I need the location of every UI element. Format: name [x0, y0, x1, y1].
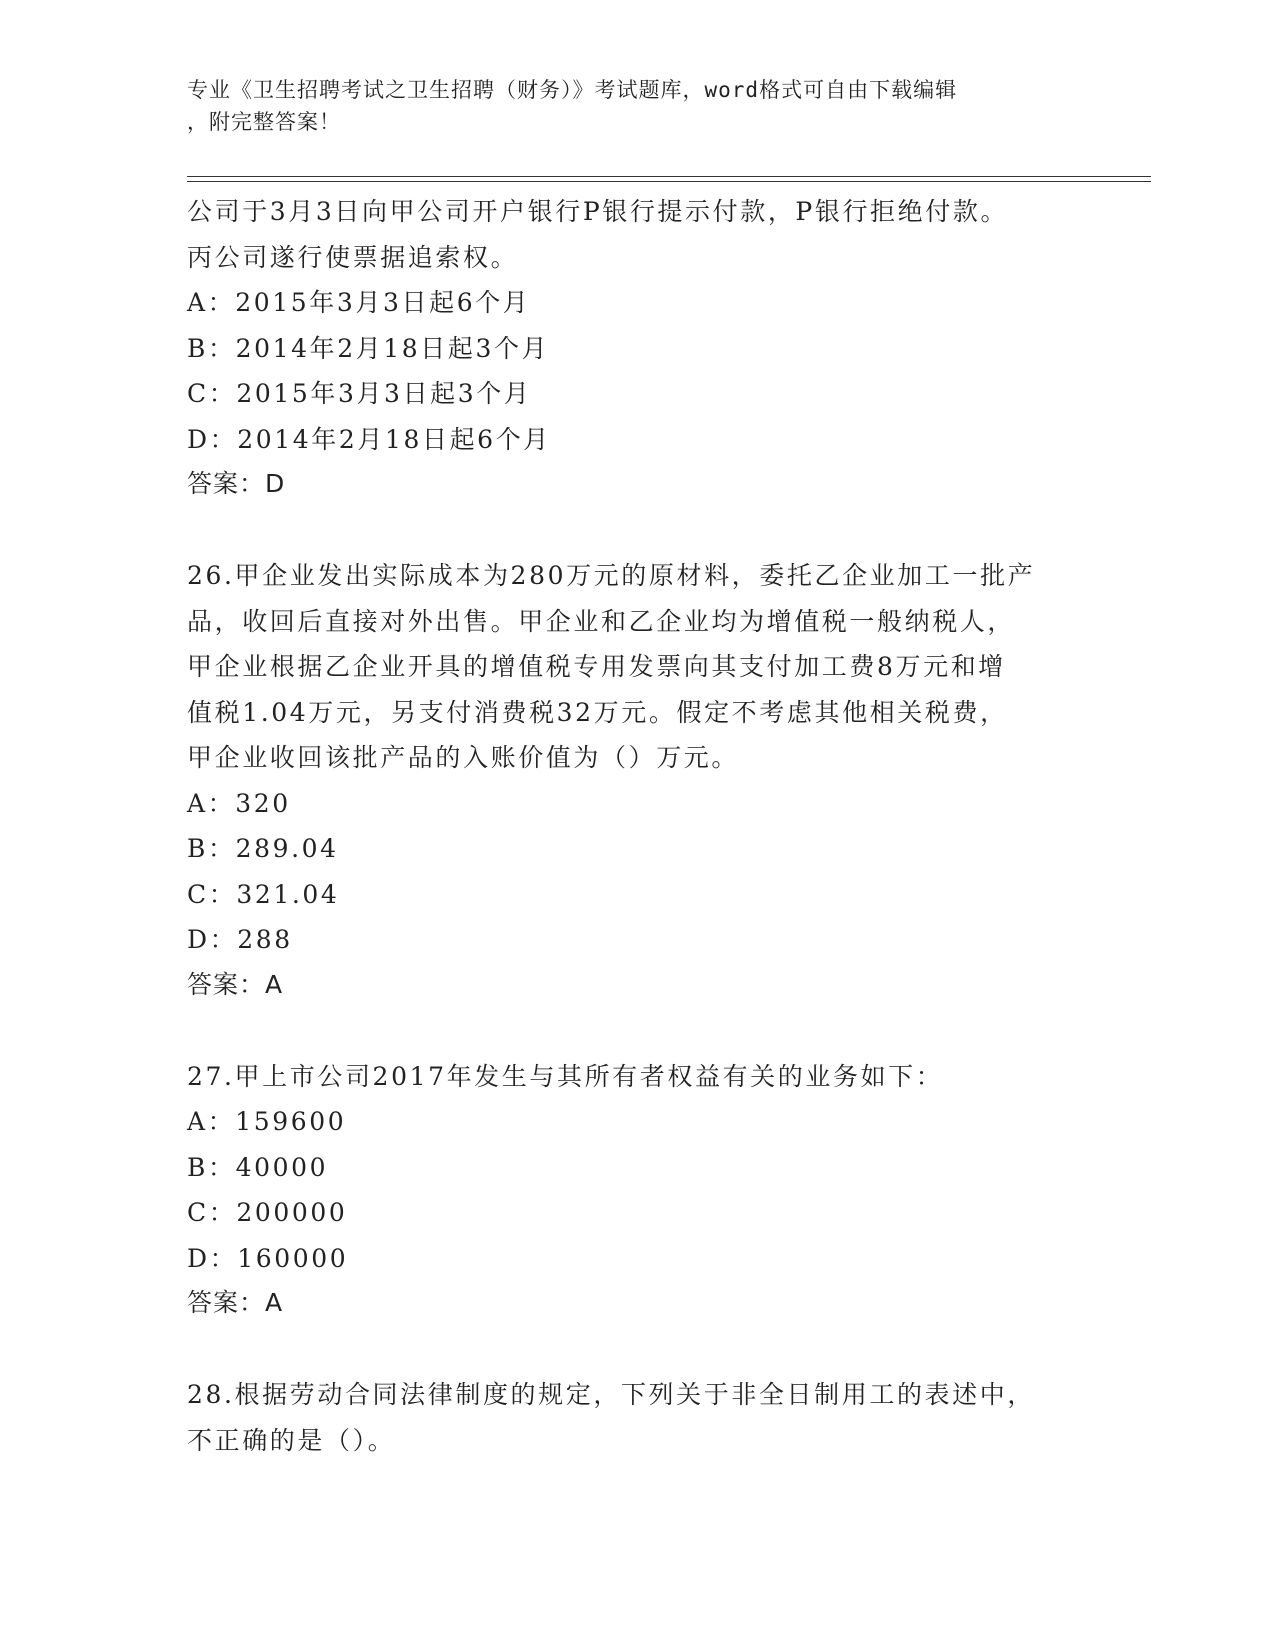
spacer — [187, 1007, 1087, 1054]
answer-label: 答案：A — [187, 969, 284, 999]
answer-label: 答案：A — [187, 1288, 284, 1317]
document-header — [187, 74, 1067, 138]
option-c: C：200000 — [187, 1198, 348, 1227]
option-a: A：159600 — [187, 1107, 347, 1136]
option-a: A：320 — [187, 788, 291, 818]
question-content — [187, 189, 1087, 1463]
option-d: D：2014年2月18日起6个月 — [187, 424, 551, 454]
answer-label: 答案：D — [187, 469, 286, 498]
question-text-line: 品，收回后直接对外出售。甲企业和乙企业均为增值税一般纳税人， — [187, 606, 1016, 636]
option-d: D：288 — [187, 925, 293, 954]
question-28 — [187, 1372, 1087, 1463]
question-text-line: 甲企业根据乙企业开具的增值税专用发票向其支付加工费8万元和增 — [187, 652, 1006, 681]
option-b: B：289.04 — [187, 834, 339, 863]
option-c: C：321.04 — [187, 879, 340, 909]
option-c: C：2015年3月3日起3个月 — [187, 379, 532, 408]
question-text-line: 丙公司遂行使票据追索权。 — [187, 242, 519, 272]
question-text-line: 不正确的是（）。 — [187, 1425, 396, 1455]
question-text-line: 27.甲上市公司2017年发生与其所有者权益有关的业务如下： — [187, 1061, 944, 1091]
question-27 — [187, 1054, 1087, 1326]
spacer — [187, 506, 1087, 553]
header-line-1: 专业《卫生招聘考试之卫生招聘（财务）》考试题库，word格式可自由下载编辑 — [187, 78, 958, 102]
question-text-line: 公司于3月3日向甲公司开户银行P银行提示付款，P银行拒绝付款。 — [187, 197, 1009, 226]
header-line-2: ，附完整答案！ — [187, 110, 341, 134]
question-text-line: 28.根据劳动合同法律制度的规定，下列关于非全日制用工的表述中， — [187, 1380, 1035, 1409]
option-b: B：40000 — [187, 1152, 329, 1182]
question-25 — [187, 189, 1087, 506]
header-divider-top — [187, 176, 1151, 177]
question-text-line: 甲企业收回该批产品的入账价值为（）万元。 — [187, 743, 740, 772]
question-text-line: 26.甲企业发出实际成本为280万元的原材料，委托乙企业加工一批产 — [187, 561, 1036, 590]
option-b: B：2014年2月18日起3个月 — [187, 333, 550, 363]
question-text-line: 值税1.04万元，另支付消费税32万元。假定不考虑其他相关税费， — [187, 697, 1008, 727]
option-a: A：2015年3月3日起6个月 — [187, 288, 531, 317]
question-26 — [187, 553, 1087, 1007]
spacer — [187, 1325, 1087, 1372]
option-d: D：160000 — [187, 1243, 349, 1273]
header-divider-bottom — [187, 181, 1151, 182]
